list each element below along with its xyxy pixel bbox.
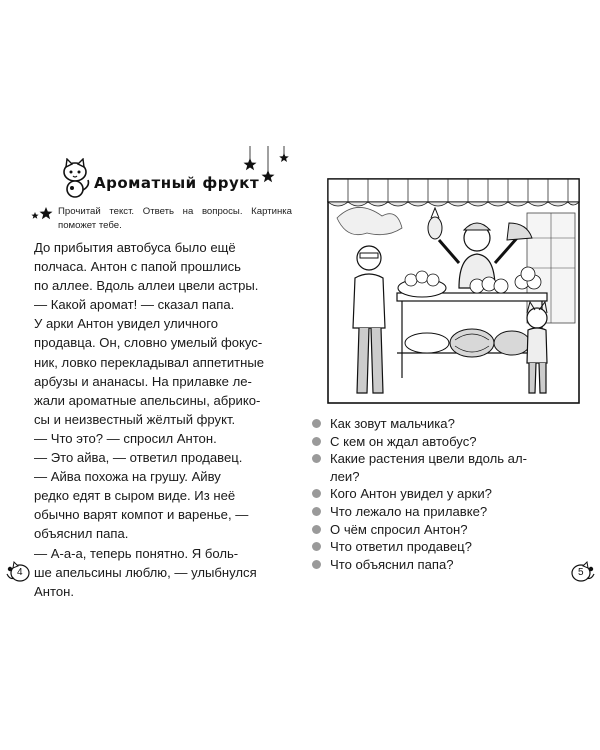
question-item bbox=[308, 521, 588, 539]
story-line: — Какой аромат! — сказал папа. bbox=[34, 297, 235, 313]
question-item bbox=[308, 538, 588, 556]
story-line: Антон. bbox=[34, 583, 74, 599]
hanging-stars-icon bbox=[238, 146, 298, 191]
instruction-block bbox=[30, 205, 292, 232]
question-item bbox=[308, 503, 588, 521]
story-line: продавца. Он, словно умелый фокус- bbox=[34, 335, 263, 351]
story-line: жали ароматные апельсины, абрико- bbox=[34, 392, 261, 408]
page-number: 4 bbox=[17, 567, 23, 578]
question-text: Что ответил продавец? bbox=[330, 539, 472, 555]
instruction-text: Прочитай текст. Ответь на вопросы. Картинка поможет тебе. bbox=[58, 206, 292, 231]
title-row bbox=[60, 158, 300, 208]
question-text: О чём спросил Антон? bbox=[330, 521, 468, 537]
story-line: обычно варят компот и варенье, — bbox=[34, 507, 249, 523]
page-number-right bbox=[570, 560, 596, 584]
bullet-icon bbox=[312, 507, 321, 516]
story-line: по аллее. Вдоль аллеи цвели астры. bbox=[34, 278, 259, 294]
question-text: Как зовут мальчика? bbox=[330, 416, 455, 431]
bullet-icon bbox=[312, 489, 321, 498]
question-item-continued bbox=[308, 468, 588, 486]
question-item bbox=[308, 433, 588, 451]
story-line: арбузы и ананасы. На прилавке ле- bbox=[34, 373, 252, 389]
story-text bbox=[34, 238, 292, 601]
market-illustration bbox=[327, 178, 580, 404]
cat-mascot-icon bbox=[60, 158, 92, 200]
story-line: До прибытия автобуса было ещё bbox=[34, 240, 236, 255]
question-item bbox=[308, 485, 588, 503]
right-page bbox=[300, 0, 600, 750]
page-number-left bbox=[5, 560, 31, 584]
question-text: Какие растения цвели вдоль ал- bbox=[330, 451, 527, 467]
story-line: — Айва похожа на грушу. Айву bbox=[34, 469, 221, 485]
bullet-icon bbox=[312, 437, 321, 446]
story-line: — А-а-а, теперь понятно. Я боль- bbox=[34, 545, 239, 561]
bullet-icon bbox=[312, 454, 321, 463]
story-line: — Что это? — спросил Антон. bbox=[34, 430, 217, 446]
bullet-icon bbox=[312, 560, 321, 569]
story-line: У арки Антон увидел уличного bbox=[34, 316, 219, 332]
question-list bbox=[308, 415, 588, 573]
story-line: полчаса. Антон с папой прошлись bbox=[34, 259, 241, 275]
bullet-icon bbox=[312, 542, 321, 551]
question-item bbox=[308, 415, 588, 433]
bullet-icon bbox=[312, 419, 321, 428]
story-line: редко едят в сыром виде. Из неё bbox=[34, 488, 236, 504]
question-text: леи? bbox=[330, 468, 360, 484]
story-line: ше апельсины люблю, — улыбнулся bbox=[34, 564, 257, 580]
question-text: С кем он ждал автобус? bbox=[330, 433, 477, 449]
story-line: объяснил папа. bbox=[34, 526, 129, 542]
question-item bbox=[308, 556, 588, 574]
question-text: Что объяснил папа? bbox=[330, 556, 454, 572]
page-title: Ароматный фрукт bbox=[94, 174, 260, 192]
question-text: Кого Антон увидел у арки? bbox=[330, 486, 492, 502]
star-icon bbox=[30, 206, 54, 222]
story-line: сы и неизвестный жёлтый фрукт. bbox=[34, 411, 236, 427]
story-line: — Это айва, — ответил продавец. bbox=[34, 450, 243, 466]
page-number: 5 bbox=[578, 567, 584, 578]
question-text: Что лежало на прилавке? bbox=[330, 503, 488, 519]
bullet-icon bbox=[312, 525, 321, 534]
question-item bbox=[308, 450, 588, 468]
story-line: ник, ловко перекладывал аппетитные bbox=[34, 354, 265, 370]
